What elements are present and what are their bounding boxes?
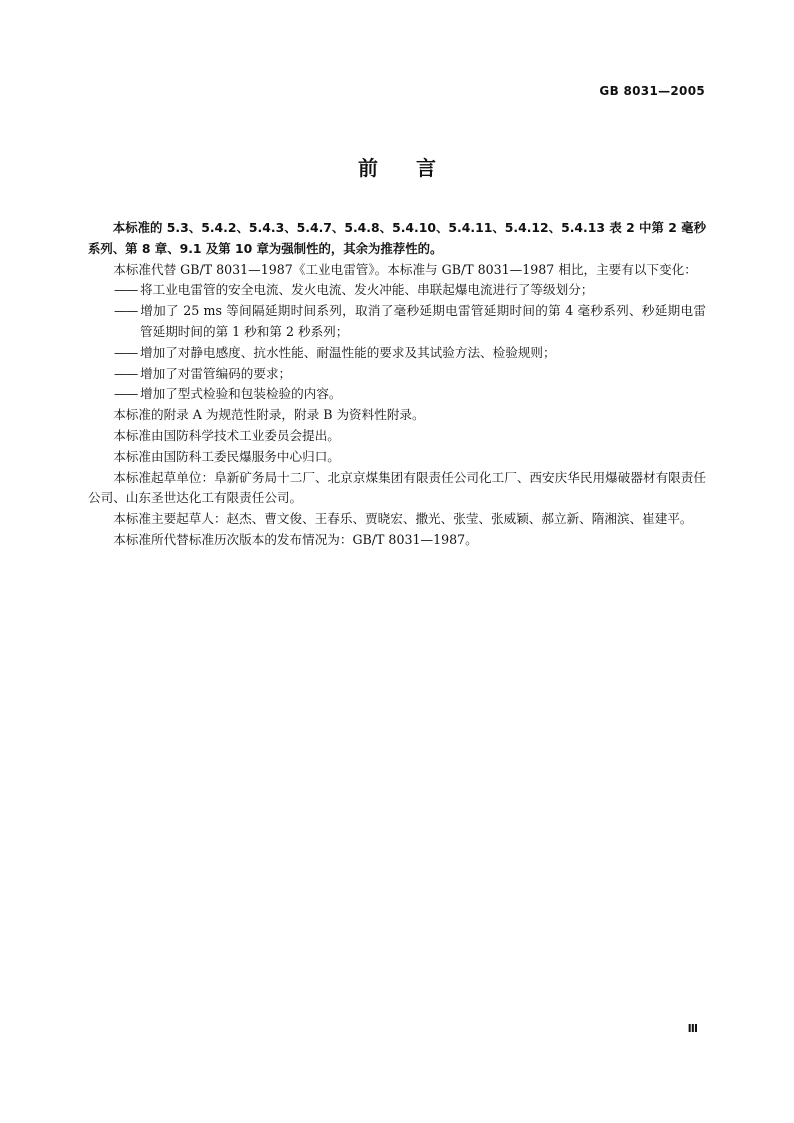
standard-number: GB 8031—2005: [599, 84, 705, 98]
change-list-item: [88, 364, 706, 385]
change-text: 增加了 25 ms 等间隔延期时间系列，取消了毫秒延期电雷管延期时间的第 4 毫秒系列、秒延期电雷管延期时间的第 1 秒和第 2 秒系列；: [140, 303, 706, 339]
list-dash: ——: [114, 282, 138, 298]
mandatory-clauses-paragraph: 本标准的 5.3、5.4.2、5.4.3、5.4.7、5.4.8、5.4.10、5.4.11、5.4.12、5.4.13 表 2 中第 2 毫秒系列、第 8 章、9.1 及第 10 章为强制性的，其余为推荐性的。: [88, 220, 706, 256]
proposer-paragraph: 本标准由国防科学技术工业委员会提出。: [113, 427, 340, 443]
drafters-paragraph: 本标准主要起草人：赵杰、曹文俊、王春乐、贾晓宏、撒光、张莹、张威颖、郝立新、隋湘滨、崔建平。: [113, 511, 693, 527]
change-text: 增加了对雷管编码的要求；: [140, 365, 292, 381]
replacement-paragraph: 本标准代替 GB/T 8031—1987《工业电雷管》。本标准与 GB/T 8031—1987 相比，主要有以下变化：: [113, 261, 697, 277]
administration-paragraph: 本标准由国防科工委民爆服务中心归口。: [113, 448, 340, 464]
change-text: 增加了型式检验和包装检验的内容。: [140, 386, 342, 402]
change-list-item: [88, 301, 706, 343]
drafting-units-paragraph: 本标准起草单位：阜新矿务局十二厂、北京京煤集团有限责任公司化工厂、西安庆华民用爆破器材有限责任公司、山东圣世达化工有限责任公司。: [88, 469, 706, 506]
appendix-paragraph: 本标准的附录 A 为规范性附录，附录 B 为资料性附录。: [113, 407, 425, 423]
history-paragraph: 本标准所代替标准历次版本的发布情况为：GB/T 8031—1987。: [113, 531, 478, 547]
list-dash: ——: [114, 365, 138, 381]
page-number: Ⅲ: [687, 1022, 698, 1035]
list-dash: ——: [114, 386, 138, 402]
change-text: 增加了对静电感度、抗水性能、耐温性能的要求及其试验方法、检验规则；: [140, 344, 556, 360]
change-text: 将工业电雷管的安全电流、发火电流、发火冲能、串联起爆电流进行了等级划分；: [140, 282, 594, 298]
list-dash: ——: [114, 303, 138, 319]
list-dash: ——: [114, 344, 138, 360]
page-title: 前言: [358, 156, 474, 180]
change-list-item: [88, 343, 706, 364]
document-body: [88, 218, 706, 551]
change-list-item: [88, 384, 706, 405]
change-list-item: [88, 280, 706, 301]
